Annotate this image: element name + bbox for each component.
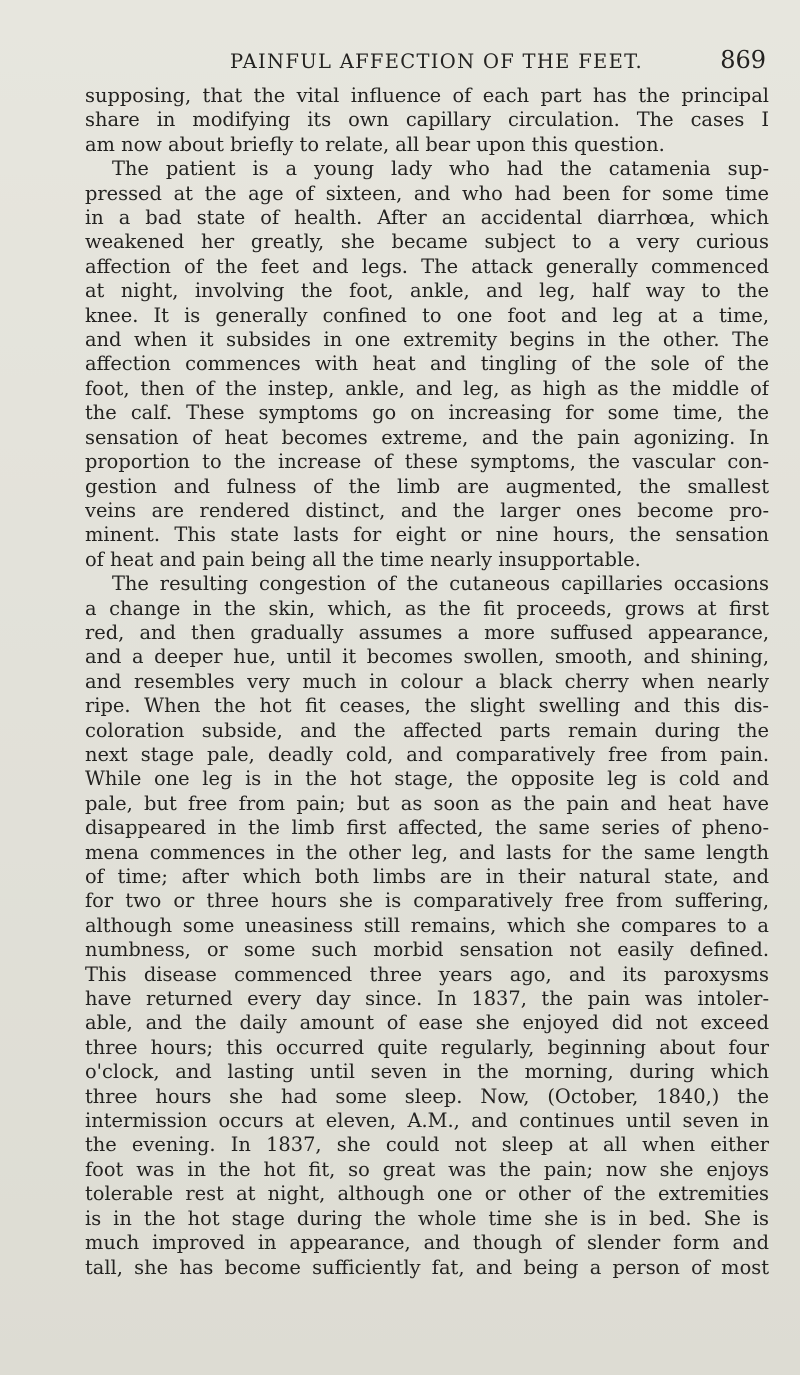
- text-line: and resembles very much in colour a black cherry when nearly: [85, 669, 769, 693]
- text-line: tolerable rest at night, although one or other of the extremities: [85, 1182, 769, 1206]
- text-line: minent. This state lasts for eight or nine hours, the sensation: [85, 523, 769, 547]
- text-line: is in the hot stage during the whole time she is in bed. She is: [85, 1206, 769, 1230]
- text-line: disappeared in the limb first affected, the same series of pheno-: [85, 816, 769, 840]
- text-line: able, and the daily amount of ease she enjoyed did not exceed: [85, 1011, 769, 1035]
- text-line: intermission occurs at eleven, A.M., and continues until seven in: [85, 1109, 769, 1133]
- running-title: PAINFUL AFFECTION OF THE FEET.: [230, 50, 644, 73]
- text-line: a change in the skin, which, as the fit proceeds, grows at first: [85, 596, 769, 620]
- text-line: The resulting congestion of the cutaneous capillaries occasions: [112, 572, 769, 596]
- text-line: three hours she had some sleep. Now, (October, 1840,) the: [85, 1084, 769, 1108]
- page-number: 869: [720, 46, 766, 74]
- text-line: proportion to the increase of these symptoms, the vascular con-: [85, 450, 769, 474]
- text-line: in a bad state of health. After an accidental diarrhœa, which: [85, 206, 769, 230]
- text-line: three hours; this occurred quite regularly, beginning about four: [85, 1035, 769, 1059]
- body-text: [85, 84, 769, 1280]
- text-line: supposing, that the vital influence of each part has the principal: [85, 84, 769, 107]
- text-line: weakened her greatly, she became subject to a very curious: [85, 230, 769, 254]
- text-line: and a deeper hue, until it becomes swollen, smooth, and shining,: [85, 645, 769, 669]
- text-line: The patient is a young lady who had the catamenia sup-: [112, 157, 769, 181]
- text-line: red, and then gradually assumes a more suffused appearance,: [85, 620, 769, 644]
- text-line: affection of the feet and legs. The attack generally commenced: [85, 254, 769, 278]
- text-line: This disease commenced three years ago, and its paroxysms: [85, 962, 769, 986]
- text-line: gestion and fulness of the limb are augmented, the smallest: [85, 474, 769, 498]
- text-line: sensation of heat becomes extreme, and the pain agonizing. In: [85, 425, 769, 449]
- text-line: numbness, or some such morbid sensation not easily defined.: [85, 938, 769, 962]
- text-line: share in modifying its own capillary circulation. The cases I: [85, 108, 769, 132]
- text-line: veins are rendered distinct, and the larger ones become pro-: [85, 498, 769, 522]
- text-line: am now about briefly to relate, all bear upon this question.: [85, 132, 665, 156]
- text-line: although some uneasiness still remains, which she compares to a: [85, 913, 769, 937]
- text-line: coloration subside, and the affected parts remain during the: [85, 718, 769, 742]
- text-line: affection commences with heat and tingling of the sole of the: [85, 352, 769, 376]
- text-line: of time; after which both limbs are in their natural state, and: [85, 865, 769, 888]
- text-line: have returned every day since. In 1837, the pain was intoler-: [85, 987, 769, 1011]
- page-header: [230, 46, 766, 80]
- text-line: pressed at the age of sixteen, and who had been for some time: [85, 181, 769, 205]
- text-line: tall, she has become sufficiently fat, and being a person of most: [85, 1255, 769, 1279]
- text-line: mena commences in the other leg, and lasts for the same length: [85, 840, 769, 864]
- text-line: knee. It is generally confined to one foot and leg at a time,: [85, 303, 769, 327]
- text-line: pale, but free from pain; but as soon as the pain and heat have: [85, 791, 769, 815]
- text-line: ripe. When the hot fit ceases, the slight swelling and this dis-: [85, 694, 769, 718]
- text-line: at night, involving the foot, ankle, and leg, half way to the: [85, 279, 769, 303]
- text-line: next stage pale, deadly cold, and comparatively free from pain.: [85, 742, 769, 766]
- text-line: of heat and pain being all the time nearly insupportable.: [85, 547, 641, 571]
- text-line: o'clock, and lasting until seven in the morning, during which: [85, 1060, 769, 1084]
- text-line: for two or three hours she is comparatively free from suffering,: [85, 889, 769, 913]
- text-line: and when it subsides in one extremity begins in the other. The: [85, 328, 769, 352]
- text-line: the calf. These symptoms go on increasing for some time, the: [85, 401, 769, 425]
- text-line: While one leg is in the hot stage, the opposite leg is cold and: [85, 767, 769, 791]
- text-line: much improved in appearance, and though of slender form and: [85, 1231, 769, 1255]
- text-line: foot, then of the instep, ankle, and leg, as high as the middle of: [85, 376, 769, 400]
- text-line: foot was in the hot fit, so great was the pain; now she enjoys: [85, 1157, 769, 1181]
- text-line: the evening. In 1837, she could not sleep at all when either: [85, 1133, 769, 1157]
